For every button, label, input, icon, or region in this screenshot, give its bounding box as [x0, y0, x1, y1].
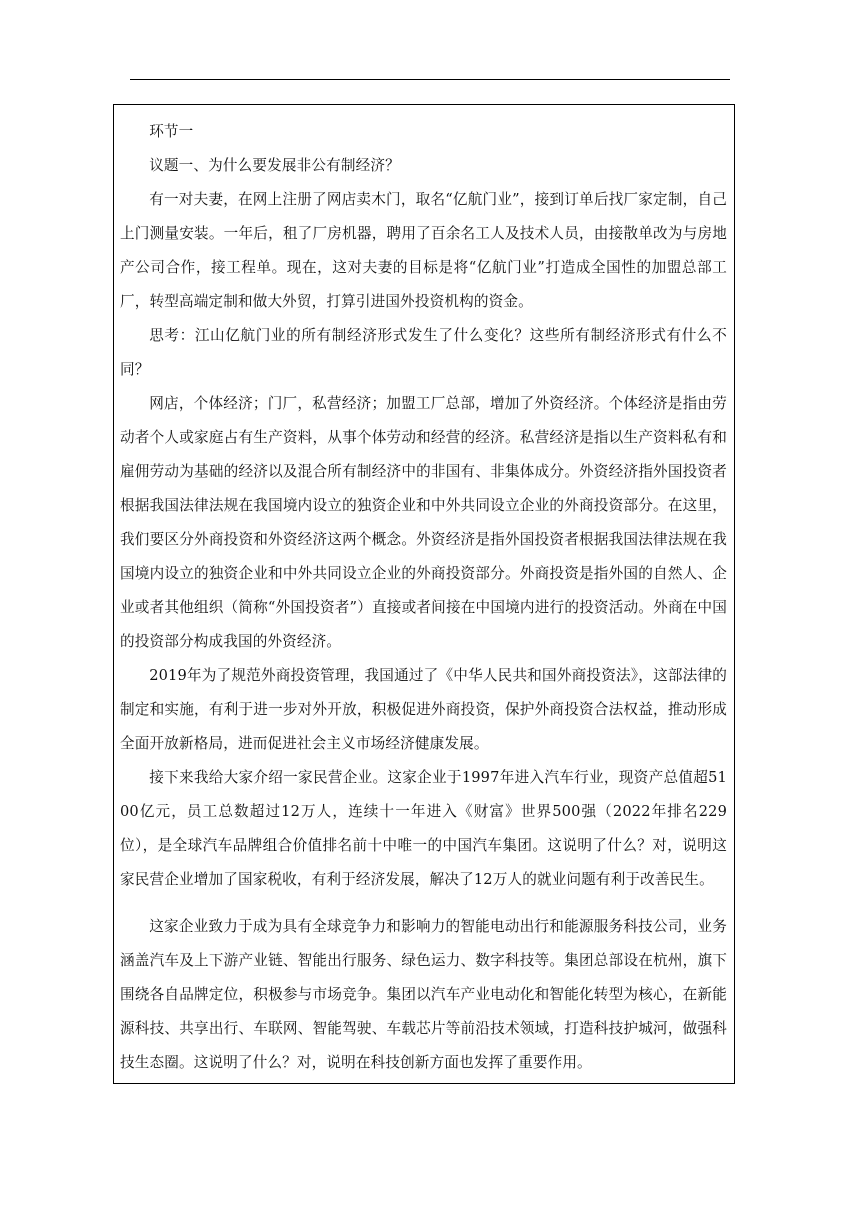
paragraph-question: 思考：江山亿航门业的所有制经济形式发生了什么变化？这些所有制经济形式有什么不同？ — [120, 327, 727, 378]
content-table-cell — [113, 104, 735, 1084]
header-rule — [130, 79, 730, 80]
topic-title: 议题一、为什么要发展非公有制经济？ — [149, 157, 400, 174]
section-title: 环节一 — [149, 123, 194, 140]
paragraph-economy-types: 网店，个体经济；门厂，私营经济；加盟工厂总部，增加了外资经济。个体经济是指由劳动者个人或家庭占有生产资料，从事个体劳动和经营的经济。私营经济是指以生产资料私有和雇佣劳动为基础的经济以及混合所有制经济中的非国有、非集体成分。外资经济指外国投资者根据我国法律法规在我国境内设立的独资企业和中外共同设立企业的外商投资部分。在这里，我们要区分外商投资和外资经济这两个概念。外资经济是指外国投资者根据我国法律法规在我国境内设立的独资企业和中外共同设立企业的外商投资部分。外商投资是指外国的自然人、企业或者其他组织（简称“外国投资者”）直接或者间接在中国境内进行的投资活动。外商在中国的投资部分构成我国的外资经济。 — [120, 395, 727, 650]
paragraph-private-enterprise: 接下来我给大家介绍一家民营企业。这家企业于1997年进入汽车行业，现资产总值超5100亿元，员工总数超过12万人，连续十一年进入《财富》世界500强（2022年排名229位），是全球汽车品牌组合价值排名前十中唯一的中国汽车集团。这说明了什么？对，说明这家民营企业增加了国家税收，有利于经济发展，解决了12万人的就业问题有利于改善民生。 — [120, 769, 727, 888]
paragraph-case-story: 有一对夫妻，在网上注册了网店卖木门，取名“亿航门业”，接到订单后找厂家定制，自己上门测量安装。一年后，租了厂房机器，聘用了百余名工人及技术人员，由接散单改为与房地产公司合作，接工程单。现在，这对夫妻的目标是将“亿航门业”打造成全国性的加盟总部工厂，转型高端定制和做大外贸，打算引进国外投资机构的资金。 — [120, 191, 727, 310]
paragraph-foreign-investment-law: 2019年为了规范外商投资管理，我国通过了《中华人民共和国外商投资法》，这部法律的制定和实施，有利于进一步对外开放，积极促进外商投资，保护外商投资合法权益，推动形成全面开放新格局，进而促进社会主义市场经济健康发展。 — [120, 667, 727, 752]
paragraph-technology-innovation: 这家企业致力于成为具有全球竞争力和影响力的智能电动出行和能源服务科技公司，业务涵盖汽车及上下游产业链、智能出行服务、绿色运力、数字科技等。集团总部设在杭州，旗下围绕各自品牌定位，积极参与市场竞争。集团以汽车产业电动化和智能化转型为核心，在新能源科技、共享出行、车联网、智能驾驶、车载芯片等前沿技术领域，打造科技护城河，做强科技生态圈。这说明了什么？对，说明在科技创新方面也发挥了重要作用。 — [120, 918, 727, 1071]
